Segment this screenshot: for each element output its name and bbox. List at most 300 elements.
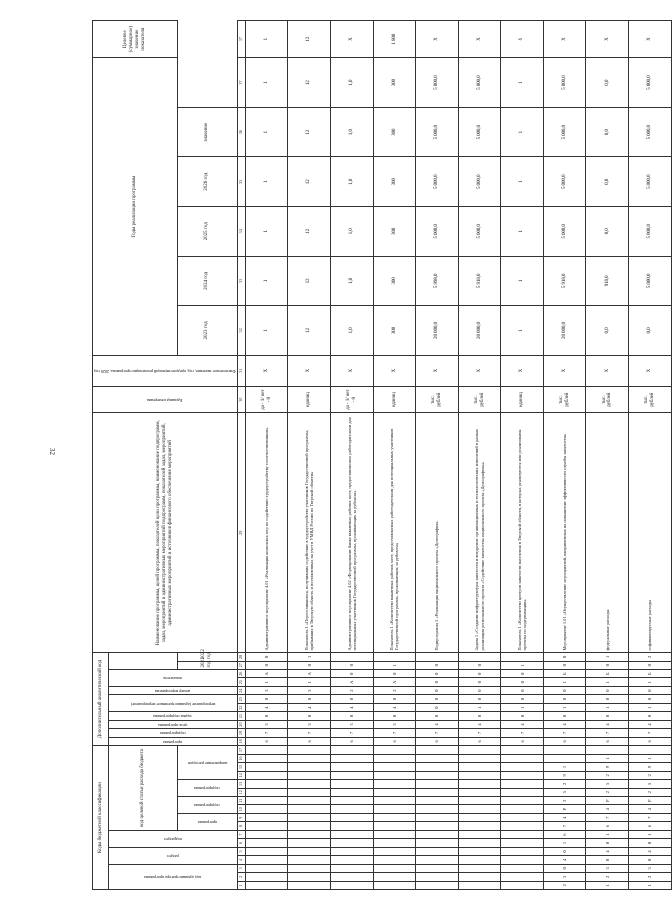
column-index: 14 [237, 771, 245, 779]
code-digit: 3 [586, 864, 629, 872]
row-fact-value: Х [629, 355, 672, 386]
code-digit [416, 653, 459, 662]
code-digit: 6 [416, 737, 459, 745]
row-name: Показатель 1 «Количество центров занятости населения в Тверской области, в которых реализуются или реализованы проекты по модернизации» [501, 413, 544, 653]
code-digit: 0 [330, 661, 373, 669]
code-digit: 4 [416, 720, 459, 728]
code-digit: 1 [629, 881, 672, 889]
code-digit [416, 771, 459, 779]
row-year-value: 0,0 [586, 207, 629, 257]
row-fact-value: Х [458, 355, 501, 386]
code-digit [288, 856, 331, 864]
code-digit: 0 [416, 661, 459, 669]
row-year-value: 5 000,0 [629, 256, 672, 306]
code-digit [330, 780, 373, 788]
code-digit: 0 [543, 847, 586, 855]
code-digit: 0 [245, 661, 288, 669]
code-digit [416, 873, 459, 881]
code-digit: 6 [543, 737, 586, 745]
analytic-field-header-text: программа [163, 739, 183, 745]
code-digit [501, 881, 544, 889]
code-digit: 4 [458, 720, 501, 728]
code-digit [416, 797, 459, 805]
code-digit: 0 [629, 695, 672, 703]
column-index: 27 [237, 661, 245, 669]
code-digit: 0 [373, 670, 416, 678]
row-year-value: 5 000,0 [543, 207, 586, 257]
code-digit [458, 805, 501, 813]
table-row [373, 21, 416, 890]
code-digit [501, 746, 544, 755]
code-digit: 4 [501, 720, 544, 728]
column-index: 22 [237, 703, 245, 711]
row-name: федеральные расходы [586, 413, 629, 653]
row-year-value: 300 [373, 58, 416, 108]
code-digit [373, 771, 416, 779]
row-year-value: 300 [373, 207, 416, 257]
code-digit [416, 805, 459, 813]
row-unit: тыс. рублей [586, 386, 629, 413]
code-digit: 0 [543, 864, 586, 872]
target-value-header: значение [177, 107, 237, 157]
code-digit [416, 822, 459, 830]
row-year-value: 1 [501, 58, 544, 108]
code-digit: 6 [330, 737, 373, 745]
budget-program-table [92, 20, 672, 890]
code-digit: 3 [245, 720, 288, 728]
row-year-value: 12 [288, 107, 331, 157]
table-row [586, 21, 629, 890]
row-target-value: Х [458, 21, 501, 58]
row-year-value: 1 [245, 306, 288, 356]
code-digit [373, 856, 416, 864]
code-digit: 5 [586, 780, 629, 788]
code-digit [416, 847, 459, 855]
subsection-header [109, 830, 238, 847]
code-digit: 3 [373, 720, 416, 728]
row-year-value: 12 [288, 306, 331, 356]
analytic-field-header [109, 737, 238, 745]
code-digit: 7 [501, 729, 544, 737]
code-digit: 0 [416, 703, 459, 711]
code-digit [416, 881, 459, 889]
row-target-value: Х [543, 21, 586, 58]
code-digit: 5 [629, 780, 672, 788]
code-digit: 1 [373, 661, 416, 669]
code-digit [501, 797, 544, 805]
column-index: 16 [237, 754, 245, 762]
code-digit [586, 746, 629, 755]
column-index: 26 [237, 670, 245, 678]
code-digit: 1 [586, 881, 629, 889]
code-digit: 1 [288, 678, 331, 686]
code-digit [501, 856, 544, 864]
code-digit [288, 830, 331, 838]
year-header: 2023 год [177, 306, 237, 356]
unit-column-header-text: Единица измерения [147, 398, 183, 403]
code-digit: 6 [586, 822, 629, 830]
code-digit [245, 830, 288, 838]
row-name: Показатель 1 «Переселившихся, получивших содействие в трудоустройстве участников Государственной программы, прибывших в Тверскую область и поставленных на учет в УМВД России по Тверской области» [288, 413, 331, 653]
row-fact-value: Х [245, 355, 288, 386]
analytic-field-header [109, 729, 238, 737]
analytic-field-header-text: цель программы [158, 722, 188, 728]
code-digit [245, 813, 288, 821]
year-header: 2024 год [177, 256, 237, 306]
row-year-value: 300 [373, 306, 416, 356]
column-index: 10 [237, 805, 245, 813]
column-index: 15 [237, 763, 245, 771]
code-digit: 0 [288, 661, 331, 669]
code-digit [501, 839, 544, 847]
column-index: 33 [237, 256, 245, 306]
code-digit: 7 [543, 729, 586, 737]
code-digit: 0 [416, 670, 459, 678]
code-digit: 1 [629, 830, 672, 838]
code-digit: 6 [629, 822, 672, 830]
section-header [109, 847, 238, 864]
code-digit [373, 873, 416, 881]
analytic-field-header-text: задача подпрограммы [153, 714, 193, 720]
code-digit [543, 746, 586, 755]
code-digit: 1 [629, 703, 672, 711]
code-digit [458, 797, 501, 805]
code-digit [245, 873, 288, 881]
code-digit: 7 [543, 822, 586, 830]
row-year-value: 1 [245, 107, 288, 157]
code-digit: 1 [458, 703, 501, 711]
code-digit [288, 805, 331, 813]
code-digit: Б [629, 670, 672, 678]
row-fact-value: Х [416, 355, 459, 386]
analytic-field-header [109, 670, 238, 687]
row-unit: тыс. рублей [629, 386, 672, 413]
code-digit: 2 [373, 686, 416, 694]
code-digit: 0 [586, 686, 629, 694]
code-digit: 0 [629, 712, 672, 720]
code-digit: 4 [543, 720, 586, 728]
code-digit: 4 [586, 805, 629, 813]
code-digit: 1 [586, 678, 629, 686]
column-index: 30 [237, 386, 245, 413]
code-digit: 0 [245, 695, 288, 703]
column-index: 19 [237, 729, 245, 737]
column-index: 32 [237, 306, 245, 356]
code-digit: 3 [330, 720, 373, 728]
fact-year-column-header [93, 355, 238, 386]
row-year-value: 0,0 [629, 306, 672, 356]
code-digit [330, 797, 373, 805]
code-digit [288, 847, 331, 855]
row-target-value: 1 800 [373, 21, 416, 58]
code-digit [330, 830, 373, 838]
code-digit: 7 [586, 729, 629, 737]
code-digit: 0 [245, 712, 288, 720]
code-digit: 2 [586, 788, 629, 796]
code-digit [245, 754, 288, 762]
row-name: Подпрограмма 5 «Реализация национального проекта «Демография» [416, 413, 459, 653]
table-row [245, 21, 288, 890]
row-year-value: 12 [288, 157, 331, 207]
direction-header [177, 746, 237, 780]
code-digit [288, 797, 331, 805]
code-digit [288, 873, 331, 881]
column-index: 21 [237, 712, 245, 720]
code-digit: 6 [501, 737, 544, 745]
year-header: 2022 год [177, 653, 237, 662]
column-index: 12 [237, 788, 245, 796]
code-digit: 1 [586, 653, 629, 662]
code-digit: Б [586, 670, 629, 678]
code-digit: 2 [629, 873, 672, 881]
rotated-table-container [92, 20, 655, 890]
row-year-value: 1,0 [330, 58, 373, 108]
code-digit [330, 847, 373, 855]
row-year-value: 5 000,0 [543, 157, 586, 207]
code-digit: 0 [416, 712, 459, 720]
analytic-field-header [109, 695, 238, 712]
column-index: 4 [237, 856, 245, 864]
row-year-value: 5 918,0 [458, 256, 501, 306]
code-digit [501, 830, 544, 838]
code-digit: 0 [501, 695, 544, 703]
column-index: 7 [237, 830, 245, 838]
program-header [177, 813, 237, 830]
unit-column-header [93, 386, 238, 413]
row-year-value: 0,0 [586, 306, 629, 356]
code-digit: 6 [245, 737, 288, 745]
code-digit [245, 864, 288, 872]
code-digit: 2 [629, 788, 672, 796]
code-digit [629, 746, 672, 755]
code-digit [458, 881, 501, 889]
row-year-value: 5 000,0 [416, 157, 459, 207]
code-digit: 1 [543, 763, 586, 771]
code-digit [373, 847, 416, 855]
row-year-value: 5 000,0 [629, 207, 672, 257]
code-digit: 0 [416, 695, 459, 703]
row-target-value: Х [330, 21, 373, 58]
code-digit [458, 813, 501, 821]
row-year-value: 1 [501, 306, 544, 356]
row-year-value: 1 [245, 207, 288, 257]
analytic-field-header [109, 720, 238, 728]
admin-code-header-text: код администратора программы [144, 875, 202, 881]
subsection-header-text: подраздел [163, 837, 182, 843]
row-year-value: 20 000,0 [543, 306, 586, 356]
row-fact-value: Х [330, 355, 373, 386]
code-digit [458, 856, 501, 864]
column-index: 8 [237, 822, 245, 830]
code-digit [288, 822, 331, 830]
row-name: софинансируемые расходы [629, 413, 672, 653]
code-digit: 7 [416, 729, 459, 737]
row-name: Административное мероприятие 4.01 «Реализация комплекса мер по содействию трудоустройству соотечественников» [245, 413, 288, 653]
code-digit: 0 [416, 686, 459, 694]
row-year-value: 0,0 [586, 157, 629, 207]
column-index: 2 [237, 873, 245, 881]
row-year-value: 5 000,0 [629, 107, 672, 157]
row-year-value: 1,0 [330, 256, 373, 306]
code-digit [416, 746, 459, 755]
row-year-value: 1 [501, 256, 544, 306]
code-digit: 0 [629, 686, 672, 694]
row-year-value: 300 [373, 157, 416, 207]
analytic-field-header [109, 712, 238, 720]
column-index: 36 [237, 107, 245, 157]
code-digit: 0 [501, 670, 544, 678]
code-digit: 0 [586, 661, 629, 669]
code-digit: 4 [330, 703, 373, 711]
code-digit [330, 763, 373, 771]
target-article-header: код целевой статьи расхода бюджета [109, 746, 178, 831]
code-digit: 5 [543, 788, 586, 796]
row-year-value: 1 [501, 107, 544, 157]
code-digit: 9 [543, 771, 586, 779]
code-digit: 6 [543, 830, 586, 838]
subprogram-header-text: подпрограмма [194, 803, 220, 809]
budget-codes-header: Коды бюджетной классификации [93, 746, 109, 890]
row-year-value: 918,0 [586, 256, 629, 306]
code-digit: 1 [501, 661, 544, 669]
code-digit: 0 [586, 712, 629, 720]
code-digit: Б [543, 670, 586, 678]
code-digit [373, 754, 416, 762]
row-year-value: 5 000,0 [416, 107, 459, 157]
row-year-value: 20 000,0 [416, 306, 459, 356]
row-unit: да - 1/ нет - 0 [330, 386, 373, 413]
column-index: 24 [237, 686, 245, 694]
code-digit [330, 856, 373, 864]
code-digit [245, 746, 288, 755]
code-digit [245, 805, 288, 813]
code-digit: 6 [288, 737, 331, 745]
code-digit: 7 [458, 729, 501, 737]
code-digit [288, 813, 331, 821]
code-digit: 7 [288, 729, 331, 737]
row-year-value: 5 000,0 [629, 157, 672, 207]
code-digit: 0 [416, 678, 459, 686]
code-digit [416, 763, 459, 771]
code-digit: 0 [458, 695, 501, 703]
article-part-header-text: подпрограмма [194, 786, 220, 792]
row-year-value: 20 000,0 [458, 306, 501, 356]
code-digit [416, 864, 459, 872]
code-digit [501, 822, 544, 830]
code-digit: 0 [543, 653, 586, 662]
row-name: Показатель 1 «Количество вакантных рабочих мест, предоставляемых работодателями для потенциальных участников Государственной программы, проживающих за рубежом» [373, 413, 416, 653]
code-digit: 0 [288, 695, 331, 703]
column-index: 6 [237, 839, 245, 847]
row-unit: тыс. рублей [543, 386, 586, 413]
row-target-value: Х [586, 21, 629, 58]
row-year-value: 300 [373, 107, 416, 157]
code-digit: 0 [543, 712, 586, 720]
code-digit [330, 839, 373, 847]
code-digit: 9 [629, 763, 672, 771]
analytic-field-header-text: подпрограмма [160, 731, 186, 737]
code-digit [458, 771, 501, 779]
code-digit: 4 [373, 703, 416, 711]
row-year-value: 12 [288, 58, 331, 108]
row-fact-value: Х [373, 355, 416, 386]
code-digit: 3 [245, 686, 288, 694]
code-digit: 9 [586, 763, 629, 771]
code-digit [373, 813, 416, 821]
row-target-value: 6 [501, 21, 544, 58]
code-digit [330, 754, 373, 762]
code-digit: 6 [373, 737, 416, 745]
code-digit [373, 881, 416, 889]
target-header: Целевое (суммарное) значение показателя [93, 21, 178, 58]
row-year-value: 1,0 [330, 207, 373, 257]
table-row [288, 21, 331, 890]
code-digit: 0 [501, 686, 544, 694]
subprogram-header [177, 797, 237, 814]
code-digit: 0 [458, 686, 501, 694]
row-year-value: 1 [245, 157, 288, 207]
code-digit: 1 [586, 830, 629, 838]
column-index: 28 [237, 653, 245, 662]
code-digit [458, 763, 501, 771]
code-digit: 7 [629, 729, 672, 737]
code-digit: 1 [288, 653, 331, 662]
code-digit [288, 771, 331, 779]
row-year-value: 5 918,0 [543, 256, 586, 306]
row-year-value: 5 000,0 [458, 107, 501, 157]
code-digit [501, 805, 544, 813]
code-digit: 3 [288, 720, 331, 728]
row-year-value: 5 000,0 [458, 207, 501, 257]
row-year-value: 5 000,0 [458, 58, 501, 108]
row-fact-value: Х [586, 355, 629, 386]
code-digit: 0 [501, 712, 544, 720]
code-digit: 0 [501, 678, 544, 686]
code-digit: 1 [586, 703, 629, 711]
code-digit: Р [586, 797, 629, 805]
analytic-code-header: Дополнительный аналитический код [93, 653, 109, 746]
column-index: 37 [237, 21, 245, 58]
code-digit: Р [543, 805, 586, 813]
code-digit [330, 746, 373, 755]
code-digit [245, 788, 288, 796]
row-unit: тыс. рублей [416, 386, 459, 413]
section-header-text: раздел [167, 854, 179, 860]
code-digit [288, 754, 331, 762]
year-header: 2021 год [177, 661, 237, 669]
code-digit [330, 864, 373, 872]
direction-header-text: направление расходов [187, 761, 227, 767]
code-digit [501, 847, 544, 855]
code-digit: 0 [458, 661, 501, 669]
row-year-value: 5 000,0 [416, 207, 459, 257]
code-digit: 0 [330, 670, 373, 678]
code-digit [245, 881, 288, 889]
column-index: 31 [237, 355, 245, 386]
row-name: Мероприятие 1.01 «Осуществление мероприятий, направленных на повышение эффективности службы занятости» [543, 413, 586, 653]
row-unit: единиц [373, 386, 416, 413]
code-digit [458, 864, 501, 872]
row-name: Задача 1 «Создание инфраструктуры занятости и внедрение организационных и технологических изменений в рамках реализации регионального проекта «Содействие занятости» национального проекта «Демография»» [458, 413, 501, 653]
column-index: 34 [237, 207, 245, 257]
row-target-value: 12 [288, 21, 331, 58]
code-digit: 0 [458, 712, 501, 720]
year-header: 2026 год [177, 157, 237, 207]
row-year-value: 300 [373, 256, 416, 306]
code-digit: 3 [288, 686, 331, 694]
fact-year-column-header-text: Фактическое значение, год, предшествующий реализации программы, 2020 год [94, 369, 236, 375]
code-digit [373, 822, 416, 830]
